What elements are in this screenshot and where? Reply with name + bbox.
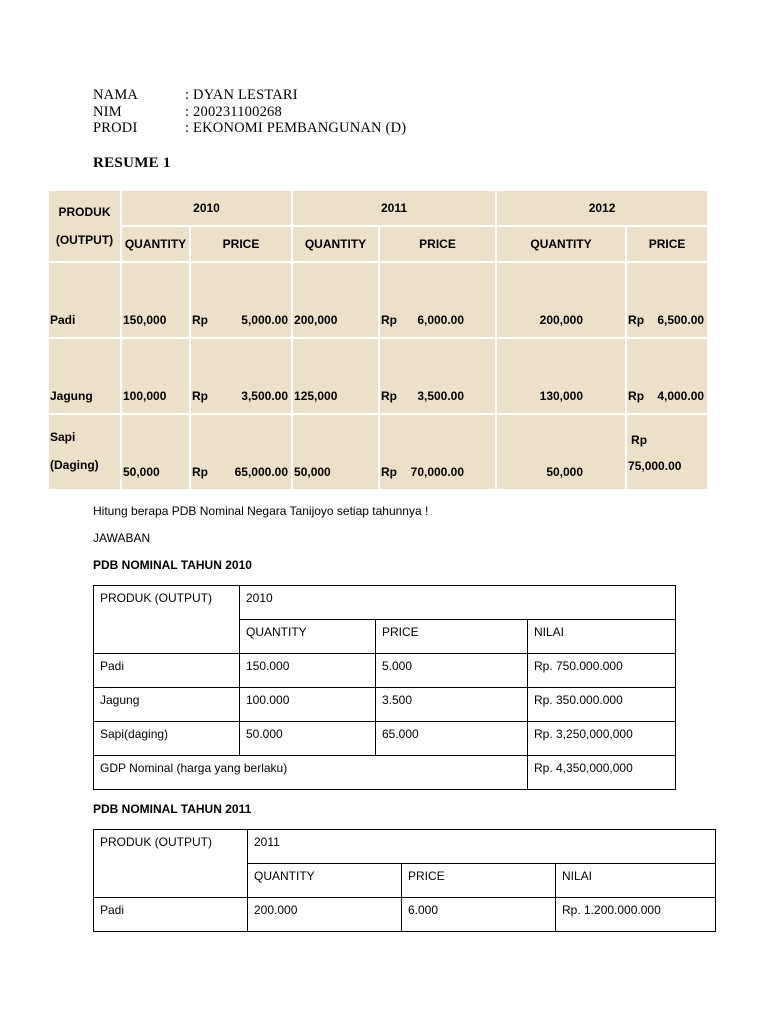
produk-header-line2: (OUTPUT) [55, 233, 114, 247]
student-info [93, 87, 406, 137]
total-label: GDP Nominal (harga yang berlaku) [94, 756, 528, 790]
price-cell [379, 338, 496, 414]
nim-value: : 200231100268 [185, 103, 282, 120]
price-cell [190, 338, 292, 414]
table-row [48, 414, 708, 490]
rp-label: Rp [628, 313, 645, 327]
table-row [94, 898, 716, 932]
pdb-2011-title: PDB NOMINAL TAHUN 2011 [93, 802, 252, 816]
prodi-value: : EKONOMI PEMBANGUNAN (D) [185, 120, 407, 136]
quantity-cell: 150.000 [240, 654, 376, 688]
product-name: Padi [48, 262, 121, 338]
jawaban-label: JAWABAN [93, 531, 151, 545]
produk-header-line1: PRODUK [58, 205, 111, 219]
price-value: 75,000.00 [628, 459, 682, 473]
quantity-header-2010: QUANTITY [121, 226, 190, 262]
question-text: Hitung berapa PDB Nominal Negara Tanijoyo setiap tahunnya ! [93, 504, 429, 518]
nim-label: NIM [93, 103, 122, 120]
nilai-cell: Rp. 350.000.000 [528, 688, 676, 722]
price-value: 70,000.00 [410, 465, 465, 479]
prodi-row [93, 120, 406, 137]
pdb-2010-title: PDB NOMINAL TAHUN 2010 [93, 558, 252, 572]
price-cell: 5.000 [376, 654, 528, 688]
nilai-header: NILAI [556, 864, 716, 898]
price-value: 3,500.00 [417, 389, 465, 403]
table-header-row [94, 830, 716, 864]
product-name-line2: (Daging) [50, 458, 99, 472]
quantity-header: QUANTITY [248, 864, 402, 898]
pdb-2010-table [93, 585, 676, 790]
quantity-header: QUANTITY [240, 620, 376, 654]
year-header: 2011 [248, 830, 716, 864]
table-row [48, 262, 708, 338]
table-header-row [94, 586, 676, 620]
price-cell: 6.000 [402, 898, 556, 932]
quantity-cell: 130,000 [496, 338, 626, 414]
price-value: 3,500.00 [241, 389, 289, 403]
product-name: Sapi(daging) [94, 722, 240, 756]
table-row [94, 654, 676, 688]
quantity-header-2011: QUANTITY [292, 226, 379, 262]
resume-title: RESUME 1 [93, 155, 171, 171]
price-header-2011: PRICE [379, 226, 496, 262]
quantity-cell: 200,000 [292, 262, 379, 338]
quantity-cell: 100.000 [240, 688, 376, 722]
price-header: PRICE [402, 864, 556, 898]
nilai-cell: Rp. 750.000.000 [528, 654, 676, 688]
quantity-cell: 125,000 [292, 338, 379, 414]
year-2012-header: 2012 [496, 190, 708, 226]
price-value: 6,500.00 [657, 313, 705, 327]
product-name: Padi [94, 898, 248, 932]
price-cell [190, 414, 292, 490]
product-name: Padi [94, 654, 240, 688]
nama-label: NAMA [93, 87, 139, 103]
table1-year-row [48, 190, 708, 226]
table-row [94, 688, 676, 722]
price-value: 5,000.00 [241, 313, 289, 327]
rp-label: Rp [381, 313, 398, 327]
table-row [94, 722, 676, 756]
nilai-cell: Rp. 3,250,000,000 [528, 722, 676, 756]
table1-column-row [48, 226, 708, 262]
quantity-cell: 100,000 [121, 338, 190, 414]
price-value: 4,000.00 [657, 389, 705, 403]
rp-label: Rp [192, 313, 208, 327]
prodi-label: PRODI [93, 120, 138, 136]
table-row [48, 338, 708, 414]
nama-value: : DYAN LESTARI [185, 87, 298, 103]
year-2010-header: 2010 [121, 190, 292, 226]
price-value: 65,000.00 [234, 465, 289, 479]
table-total-row [94, 756, 676, 790]
nim-row [93, 104, 406, 121]
nama-row [93, 87, 406, 104]
quantity-cell: 50,000 [496, 414, 626, 490]
production-table [47, 189, 709, 491]
quantity-cell: 200,000 [496, 262, 626, 338]
quantity-cell: 50,000 [292, 414, 379, 490]
quantity-cell: 50,000 [121, 414, 190, 490]
product-name-line1: Sapi [50, 430, 76, 444]
price-cell: 3.500 [376, 688, 528, 722]
rp-label: Rp [192, 465, 208, 479]
price-header-2012: PRICE [626, 226, 708, 262]
nilai-cell: Rp. 1.200.000.000 [556, 898, 716, 932]
rp-label: Rp [631, 433, 648, 447]
total-value: Rp. 4,350,000,000 [528, 756, 676, 790]
quantity-cell: 150,000 [121, 262, 190, 338]
product-name [48, 414, 121, 490]
produk-header [48, 190, 121, 262]
quantity-header-2012: QUANTITY [496, 226, 626, 262]
price-cell [190, 262, 292, 338]
produk-header: PRODUK (OUTPUT) [94, 830, 248, 898]
product-name: Jagung [48, 338, 121, 414]
year-header: 2010 [240, 586, 676, 620]
price-cell [626, 414, 708, 490]
rp-label: Rp [381, 389, 398, 403]
price-cell: 65.000 [376, 722, 528, 756]
price-cell [626, 262, 708, 338]
product-name: Jagung [94, 688, 240, 722]
quantity-cell: 200.000 [248, 898, 402, 932]
price-cell [379, 414, 496, 490]
price-header: PRICE [376, 620, 528, 654]
price-header-2010: PRICE [190, 226, 292, 262]
produk-header: PRODUK (OUTPUT) [94, 586, 240, 654]
nilai-header: NILAI [528, 620, 676, 654]
price-cell [379, 262, 496, 338]
year-2011-header: 2011 [292, 190, 496, 226]
rp-label: Rp [628, 389, 645, 403]
price-cell [626, 338, 708, 414]
rp-label: Rp [192, 389, 208, 403]
price-value: 6,000.00 [417, 313, 465, 327]
pdb-2011-table [93, 829, 716, 932]
rp-label: Rp [381, 465, 398, 479]
quantity-cell: 50.000 [240, 722, 376, 756]
